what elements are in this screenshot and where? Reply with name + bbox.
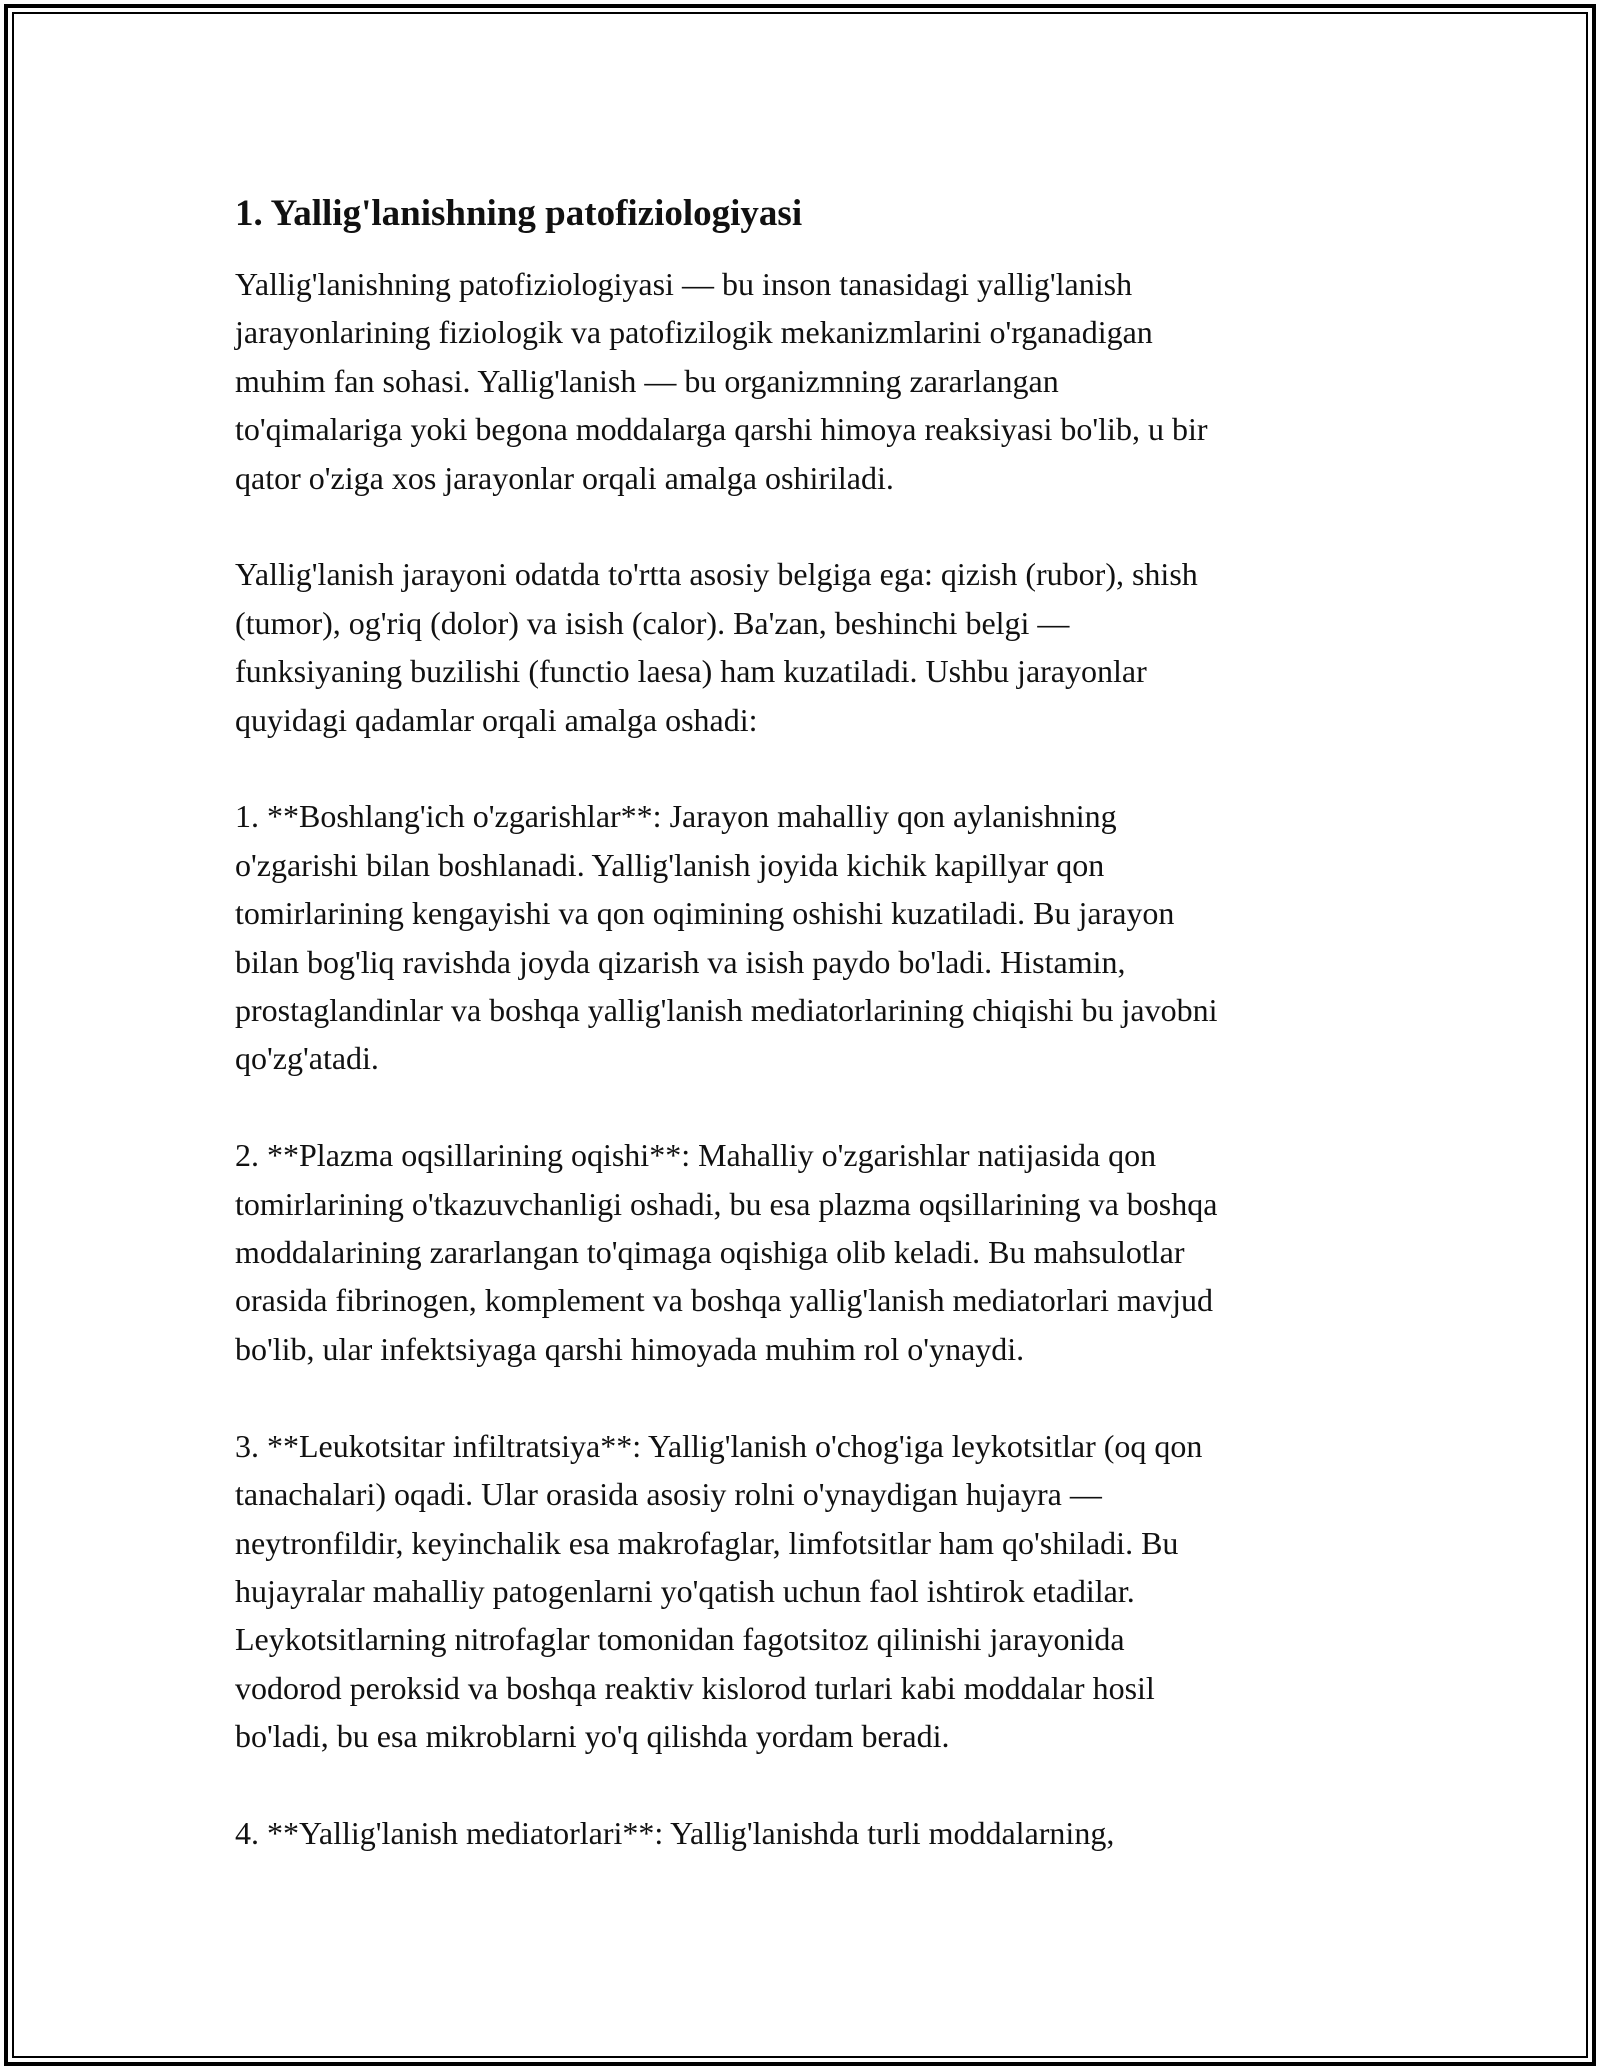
list-item-plasma-proteins: 2. **Plazma oqsillarining oqishi**: Mahalliy o'zgarishlar natijasida qon tomirlarining o'tkazuvchanligi oshadi, bu esa plazma oqsillarining va boshqa moddalarining zararlangan to'qimaga oqishiga olib keladi. Bu mahsulotlar orasida fibrinogen, komplement va boshqa yallig'lanish mediatorlari mavjud bo'lib, ular infektsiyaga qarshi himoyada muhim rol o'ynaydi.	[235, 1137, 1218, 1367]
paragraph-signs: Yallig'lanish jarayoni odatda to'rtta asosiy belgiga ega: qizish (rubor), shish (tumor), og'riq (dolor) va isish (calor). Ba'zan, beshinchi belgi — funksiyaning buzilishi (functio laesa) ham kuzatiladi. Ushbu jarayonlar quyidagi qadamlar orqali amalga oshadi:	[235, 556, 1198, 738]
document-body	[235, 188, 1365, 1906]
page-title: 1. Yallig'lanishning patofiziologiyasi	[235, 193, 803, 234]
list-item-mediators: 4. **Yallig'lanish mediatorlari**: Yallig'lanishda turli moddalarning,	[235, 1814, 1115, 1851]
list-item-leukocyte-infiltration: 3. **Leukotsitar infiltratsiya**: Yallig'lanish o'chog'iga leykotsitlar (oq qon tanachalari) oqadi. Ular orasida asosiy rolni o'ynaydigan hujayra — neytronfildir, keyinchalik esa makrofaglar, limfotsitlar ham qo'shiladi. Bu hujayralar mahalliy patogenlarni yo'qatish uchun faol ishtirok etadilar. Leykotsitlarning nitrofaglar tomonidan fagotsitoz qilinishi jarayonida vodorod peroksid va boshqa reaktiv kislorod turlari kabi moddalar hosil bo'ladi, bu esa mikroblarni yo'q qilishda yordam beradi.	[235, 1427, 1203, 1755]
list-item-initial-changes: 1. **Boshlang'ich o'zgarishlar**: Jarayon mahalliy qon aylanishning o'zgarishi bilan boshlanadi. Yallig'lanish joyida kichik kapillyar qon tomirlarining kengayishi va qon oqimining oshishi kuzatiladi. Bu jarayon bilan bog'liq ravishda joyda qizarish va isish paydo bo'ladi. Histamin, prostaglandinlar va boshqa yallig'lanish mediatorlarining chiqishi bu javobni qo'zg'atadi.	[235, 798, 1218, 1077]
paragraph-intro: Yallig'lanishning patofiziologiyasi — bu inson tanasidagi yallig'lanish jarayonlarining fiziologik va patofizilogik mekanizmlarini o'rganadigan muhim fan sohasi. Yallig'lanish — bu organizmning zararlangan to'qimalariga yoki begona moddalarga qarshi himoya reaksiyasi bo'lib, u bir qator o'ziga xos jarayonlar orqali amalga oshiriladi.	[235, 266, 1208, 496]
